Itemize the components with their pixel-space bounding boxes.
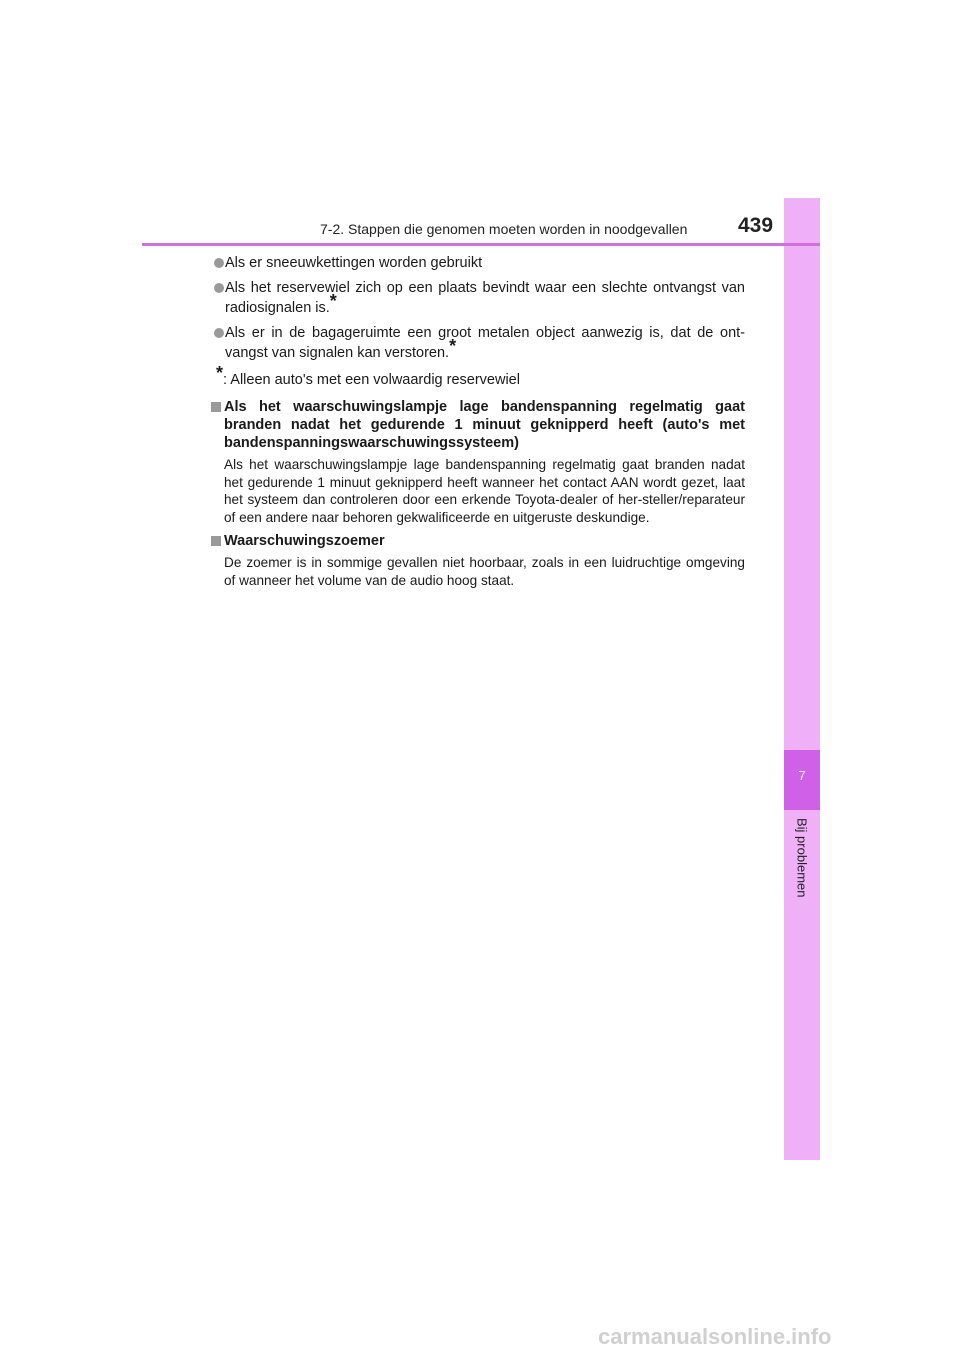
footnote-text: : Alleen auto's met een volwaardig reservewiel xyxy=(223,372,520,388)
section-square-icon xyxy=(211,402,221,412)
bullet-dot-icon xyxy=(214,328,224,338)
footnote xyxy=(210,363,745,389)
footnote-star: * xyxy=(329,291,337,311)
chapter-label: Bij problemen xyxy=(794,818,810,898)
section-square-icon xyxy=(211,536,221,546)
info-section xyxy=(210,532,745,589)
section-body: De zoemer is in sommige gevallen niet hoorbaar, zoals in een luidruchtige omgeving of wanneer het volume van de audio hoog staat. xyxy=(224,555,745,588)
chapter-side-tab xyxy=(784,198,820,1160)
bullet-item xyxy=(210,279,745,317)
footnote-star: * xyxy=(216,363,224,383)
page-number: 439 xyxy=(738,214,774,237)
bullet-text: Als er in de bagageruimte een groot metalen object aanwezig is, dat de ont-vangst van signalen kan verstoren. xyxy=(225,325,745,361)
section-body: Als het waarschuwingslampje lage bandenspanning regelmatig gaat branden nadat het gedurende 1 minuut geknipperd heeft wanneer het contact AAN wordt gezet, laat het systeem dan controleren door een erkende Toyota-dealer of her-steller/reparateur of een andere naar behoren gekwalificeerde en uitgeruste deskundige. xyxy=(224,457,745,525)
section-title: Als het waarschuwingslampje lage bandenspanning regelmatig gaat branden nadat het gedurende 1 minuut geknipperd heeft (auto's met bandenspanningswaarschuwingssysteem) xyxy=(224,399,745,451)
bullet-dot-icon xyxy=(214,258,224,268)
info-section xyxy=(210,398,745,526)
section-header: 7-2. Stappen die genomen moeten worden in noodgevallen xyxy=(320,221,688,237)
bullet-item xyxy=(210,324,745,362)
bullet-item xyxy=(210,254,745,272)
bullet-text: Als het reservewiel zich op een plaats bevindt waar een slechte ontvangst van radiosignalen is. xyxy=(225,280,745,316)
chapter-number: 7 xyxy=(798,768,806,783)
bullet-dot-icon xyxy=(214,283,224,293)
header-divider xyxy=(142,243,820,246)
watermark: carmanualsonline.info xyxy=(598,1324,832,1349)
page-content xyxy=(210,254,745,595)
footnote-star: * xyxy=(449,336,457,356)
bullet-text: Als er sneeuwkettingen worden gebruikt xyxy=(225,255,483,271)
section-title: Waarschuwingszoemer xyxy=(224,533,385,549)
